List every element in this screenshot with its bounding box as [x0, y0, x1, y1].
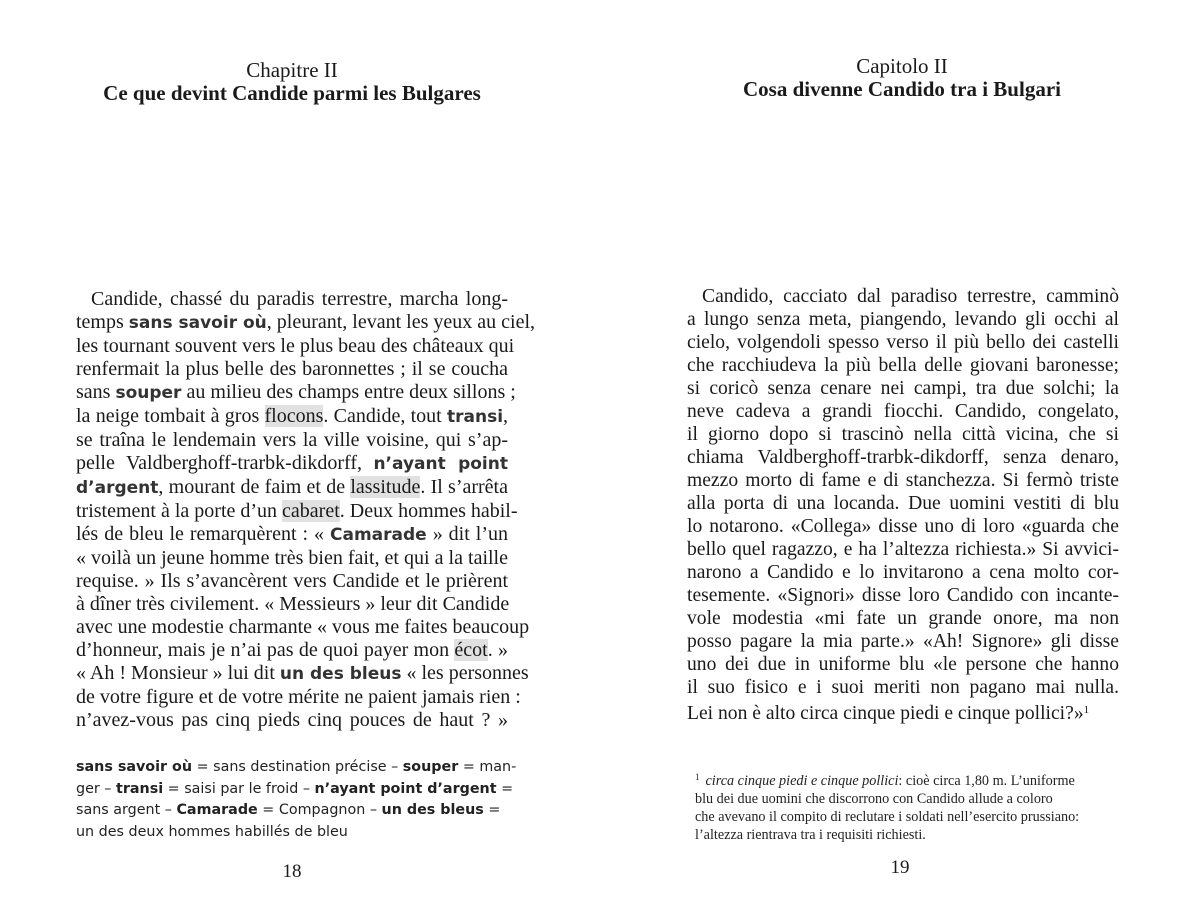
text-line: il suo fisico e i suoi meriti non pagano mai nulla.	[687, 677, 1119, 698]
highlighted-word: écot	[454, 639, 488, 661]
glossary-line: un des deux hommes habillés de bleu	[76, 823, 348, 840]
text-line: tristement à la porte d’un cabaret. Deux hommes habil-	[76, 500, 518, 522]
text-line: requise. » Ils s’avancèrent vers Candide et le prièrent	[76, 570, 508, 592]
footnote-marker: 1	[695, 772, 700, 782]
text-line: n’avez-vous pas cinq pieds cinq pouces de haut ? »	[76, 709, 508, 731]
text-line: « voilà un jeune homme très bien fait, et qui a la taille	[76, 547, 508, 569]
glossed-term: un des bleus	[279, 664, 402, 684]
footnote	[695, 768, 1125, 844]
text-line: uno dei due in uniforme blu «le persone che hanno	[687, 654, 1119, 675]
text-line: narono a Candido e lo invitarono a cena molto cor-	[687, 562, 1119, 583]
glossed-term: n’ayant point	[373, 454, 508, 474]
text-line: de votre figure et de votre mérite ne paient jamais rien :	[76, 686, 521, 708]
glossed-term: souper	[115, 383, 182, 403]
text-line: si coricò senza cenare nei campi, tra due solchi; la	[687, 378, 1119, 399]
text-line: mezzo morto di fame e di stanchezza. Si fermò triste	[687, 470, 1119, 491]
highlighted-word: lassitude	[350, 476, 421, 498]
text-line: pelle Valdberghoff-trarbk-dikdorff, n’ayant point	[76, 452, 508, 474]
body-text-french	[76, 288, 536, 732]
text-line: lo notarono. «Collega» disse uno di loro «guarda che	[687, 516, 1119, 537]
glossary	[76, 757, 517, 843]
footnote-line: l’altezza rientrava tra i requisiti richiesti.	[695, 827, 926, 843]
text-line: la neige tombait à gros flocons. Candide, tout transi,	[76, 405, 509, 427]
text-line: il giorno dopo si trascinò nella città vicina, che si	[687, 424, 1119, 445]
glossed-term: d’argent	[76, 478, 159, 498]
footnote-line: $^1$ circa cinque piedi e cinque pollici: cioè circa 1,80 m. L’uniforme	[695, 772, 1075, 789]
text-line: neve cadeva a grandi fiocchi. Candido, congelato,	[687, 401, 1119, 422]
text-line: vole modestia «mi fate un grande onore, ma non	[687, 608, 1119, 629]
glossed-term: Camarade	[330, 525, 427, 545]
glossary-line: sans argent – Camarade = Compagnon – un des bleus =	[76, 802, 501, 818]
text-line: renfermait la plus belle des baronnettes ; il se coucha	[76, 358, 508, 380]
chapter-title: Ce que devint Candide parmi les Bulgares	[103, 81, 481, 105]
text-line: tesemente. «Signori» disse loro Candido con incante-	[687, 585, 1119, 606]
text-line: Lei non è alto circa cinque piedi e cinque pollici?»$^1$	[687, 703, 1090, 724]
highlighted-word: flocons	[264, 405, 324, 427]
text-line: sans souper au milieu des champs entre deux sillons ;	[76, 381, 516, 403]
text-line: lés de bleu le remarquèrent : « Camarade » dit l’un	[76, 523, 508, 545]
text-line: Candido, cacciato dal paradiso terrestre, camminò	[702, 286, 1119, 307]
body-text-italian	[687, 285, 1119, 725]
chapter-label: Capitolo II	[856, 54, 948, 78]
text-line: d’argent, mourant de faim et de lassitude. Il s’arrêta	[76, 476, 508, 498]
text-line: a lungo senza meta, piangendo, levando gli occhi al	[687, 309, 1119, 330]
text-line: se traîna le lendemain vers la ville voisine, qui s’ap-	[76, 429, 508, 451]
text-line: chiama Valdberghoff-trarbk-dikdorff, senza denaro,	[687, 447, 1119, 468]
text-line: avec une modestie charmante « vous me faites beaucoup	[76, 616, 530, 638]
glossed-term: sans savoir où	[128, 313, 267, 333]
text-line: les tournant souvent vers le plus beau des châteaux qui	[76, 335, 515, 357]
right-page	[600, 0, 1200, 912]
chapter-label: Chapitre II	[246, 58, 338, 82]
text-line: posso pagare la mia parte.» «Ah! Signore» gli disse	[687, 631, 1119, 652]
footnote-reference: 1	[1083, 704, 1090, 716]
glossary-line: ger – transi = saisi par le froid – n’ayant point d’argent =	[76, 780, 514, 797]
text-line: bello quel ragazzo, e ha l’altezza richiesta.» Si avvici-	[687, 539, 1119, 560]
footnote-line: blu dei due uomini che discorrono con Candido allude a coloro	[695, 791, 1053, 807]
text-line: d’honneur, mais je n’ai pas de quoi payer mon écot. »	[76, 639, 509, 661]
text-line: cielo, volgendoli spesso verso il più bello dei castelli	[687, 332, 1119, 353]
page-number: 19	[890, 857, 910, 878]
text-line: Candide, chassé du paradis terrestre, marcha long-	[91, 288, 508, 310]
text-line: à dîner très civilement. « Messieurs » leur dit Candide	[76, 593, 510, 615]
page-number: 18	[282, 861, 302, 882]
footnote-line: che avevano il compito di reclutare i soldati nell’esercito prussiano:	[695, 809, 1080, 825]
text-line: che racchiudeva la più bella delle giovani baronesse;	[687, 355, 1119, 376]
footnote-term: circa cinque piedi e cinque pollici	[705, 773, 899, 789]
highlighted-word: cabaret	[282, 500, 340, 522]
text-line: « Ah ! Monsieur » lui dit un des bleus « les personnes	[76, 662, 529, 684]
glossed-term: transi	[446, 407, 504, 427]
glossary-line: sans savoir où = sans destination précise – souper = man-	[76, 759, 517, 775]
text-line: temps sans savoir où, pleurant, levant les yeux au ciel,	[76, 311, 536, 333]
chapter-title: Cosa divenne Candido tra i Bulgari	[743, 77, 1061, 101]
text-line: alla porta di una locanda. Due uomini vestiti di blu	[687, 493, 1119, 514]
